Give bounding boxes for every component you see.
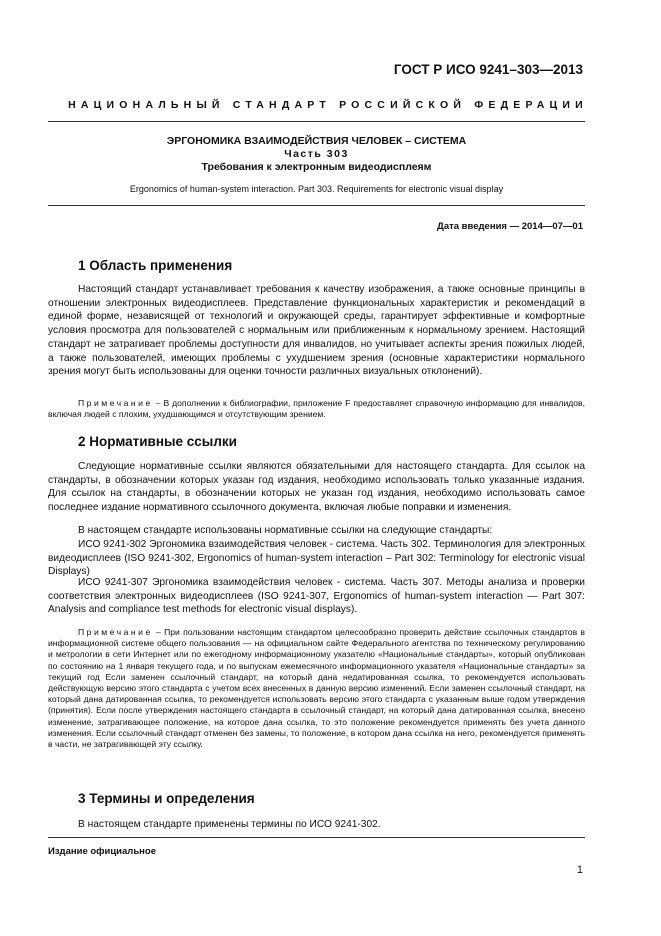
top-divider bbox=[48, 121, 585, 122]
note-label: Примечание bbox=[78, 398, 153, 408]
section-2-paragraph-1: Следующие нормативные ссылки являются обязательными для настоящего стандарта. Для ссылок на стандарты, в обозначении которых указан год издания, необходимо использовать только указанные издания. Для ссылок на стандарты, в обозначении которых не указан год издания, необходимо использовать самое последнее издание нормативного ссылочного документа, включая любые поправки и изменения. bbox=[48, 461, 585, 514]
introduction-date: Дата введения — 2014—07—01 bbox=[437, 221, 583, 232]
note-text: – В дополнении к библиографии, приложение F предоставляет справочную информацию для инвалидов, включая людей с плохим, ухудшающимся и отсутствующим зрением. bbox=[48, 398, 585, 420]
edition-label: Издание официальное bbox=[48, 846, 156, 857]
title-part: Часть 303 bbox=[284, 148, 349, 160]
english-title: Ergonomics of human-system interaction. Part 303. Requirements for electronic visual display bbox=[129, 184, 504, 194]
section-2-paragraph-2: В настоящем стандарте использованы нормативные ссылки на следующие стандарты: bbox=[78, 525, 493, 536]
section-1-paragraph: Настоящий стандарт устанавливает требования к качеству изображения, а также основные принципы в отношении электронных видеодисплеев. Представление функциональных характеристик и рекомендаций в единой форме, независящей от технологий и окружающей среды, гарантирует эффективные и комфортные условия просмотра для пользователей с нормальным или приближенным к нормальному зрением. Настоящий стандарт не затрагивает проблемы доступности для инвалидов, но учитывает аспекты зрения пожилых людей, а также пользователей, имеющих проблемы с ухудшением зрения (основные характеристики нормального зрения могут быть использованы для оценки точности различных визуальных отклонений). bbox=[48, 284, 585, 378]
national-standard-banner: НАЦИОНАЛЬНЫЙ СТАНДАРТ РОССИЙСКОЙ ФЕДЕРАЦИИ bbox=[68, 99, 588, 111]
note-label: Примечание bbox=[78, 627, 153, 637]
note-text: – При пользовании настоящим стандартом целесообразно проверить действие ссылочных стандартов в информационной системе общего пользования — на официальном сайте Федерального агентства по техническому регулированию и метрологии в сети Интернет или по ежегодному информационному указателю «Национальные стандарты», который опубликован по состоянию на 1 января текущего года, и по выпускам ежемесячного информационного указателя «Национальные стандарты» за текущий год Если заменен ссылочный стандарт, на который дана недатированная ссылка, то рекомендуется использовать действующую версию этого стандарта с учетом всех внесенных в данную версию изменений. Если заменен ссылочный стандарт, на который дана датированная ссылка, то рекомендуется использовать версию этого стандарта с указанным выше годом утверждения (принятия). Если после утверждения настоящего стандарта в ссылочный стандарт, на который дана датированная ссылка, внесено изменение, затрагивающее положение, на которое дана ссылка, то это положение рекомендуется применять без учета данного изменения. Если ссылочный стандарт отменен без замены, то положение, в котором дана ссылка на него, рекомендуется применять в части, не затрагивающей эту ссылку. bbox=[48, 627, 585, 750]
section-2-reference-307: ИСО 9241-307 Эргономика взаимодействия человек - система. Часть 307. Методы анализа и проверки соответствия электронных видеодисплеев (ISO 9241-307, Ergonomics of human-system interaction — Part 307: Analysis and compliance test methods for electronic visual displays). bbox=[48, 577, 585, 616]
page-number: 1 bbox=[576, 864, 583, 876]
section-2-note bbox=[48, 627, 585, 750]
title-divider bbox=[48, 205, 585, 206]
standard-number: ГОСТ Р ИСО 9241–303—2013 bbox=[393, 62, 583, 77]
section-1-heading: 1 Область применения bbox=[78, 258, 233, 273]
footer-divider bbox=[48, 837, 585, 838]
section-1-note bbox=[48, 398, 585, 420]
title-line-1: ЭРГОНОМИКА ВЗАИМОДЕЙСТВИЯ ЧЕЛОВЕК – СИСТЕМА bbox=[166, 135, 467, 147]
section-3-heading: 3 Термины и определения bbox=[78, 791, 255, 806]
section-2-reference-302: ИСО 9241-302 Эргономика взаимодействия человек - система. Часть 302. Терминология для электронных видеодисплеев (ISO 9241-302, Ergonomics of human-system interaction – Part 302: Terminology for electronic visual Displays) bbox=[48, 539, 585, 578]
section-2-heading: 2 Нормативные ссылки bbox=[78, 434, 237, 449]
title-line-3: Требования к электронным видеодисплеям bbox=[201, 161, 432, 173]
section-3-paragraph: В настоящем стандарте применены термины по ИСО 9241-302. bbox=[78, 819, 381, 830]
